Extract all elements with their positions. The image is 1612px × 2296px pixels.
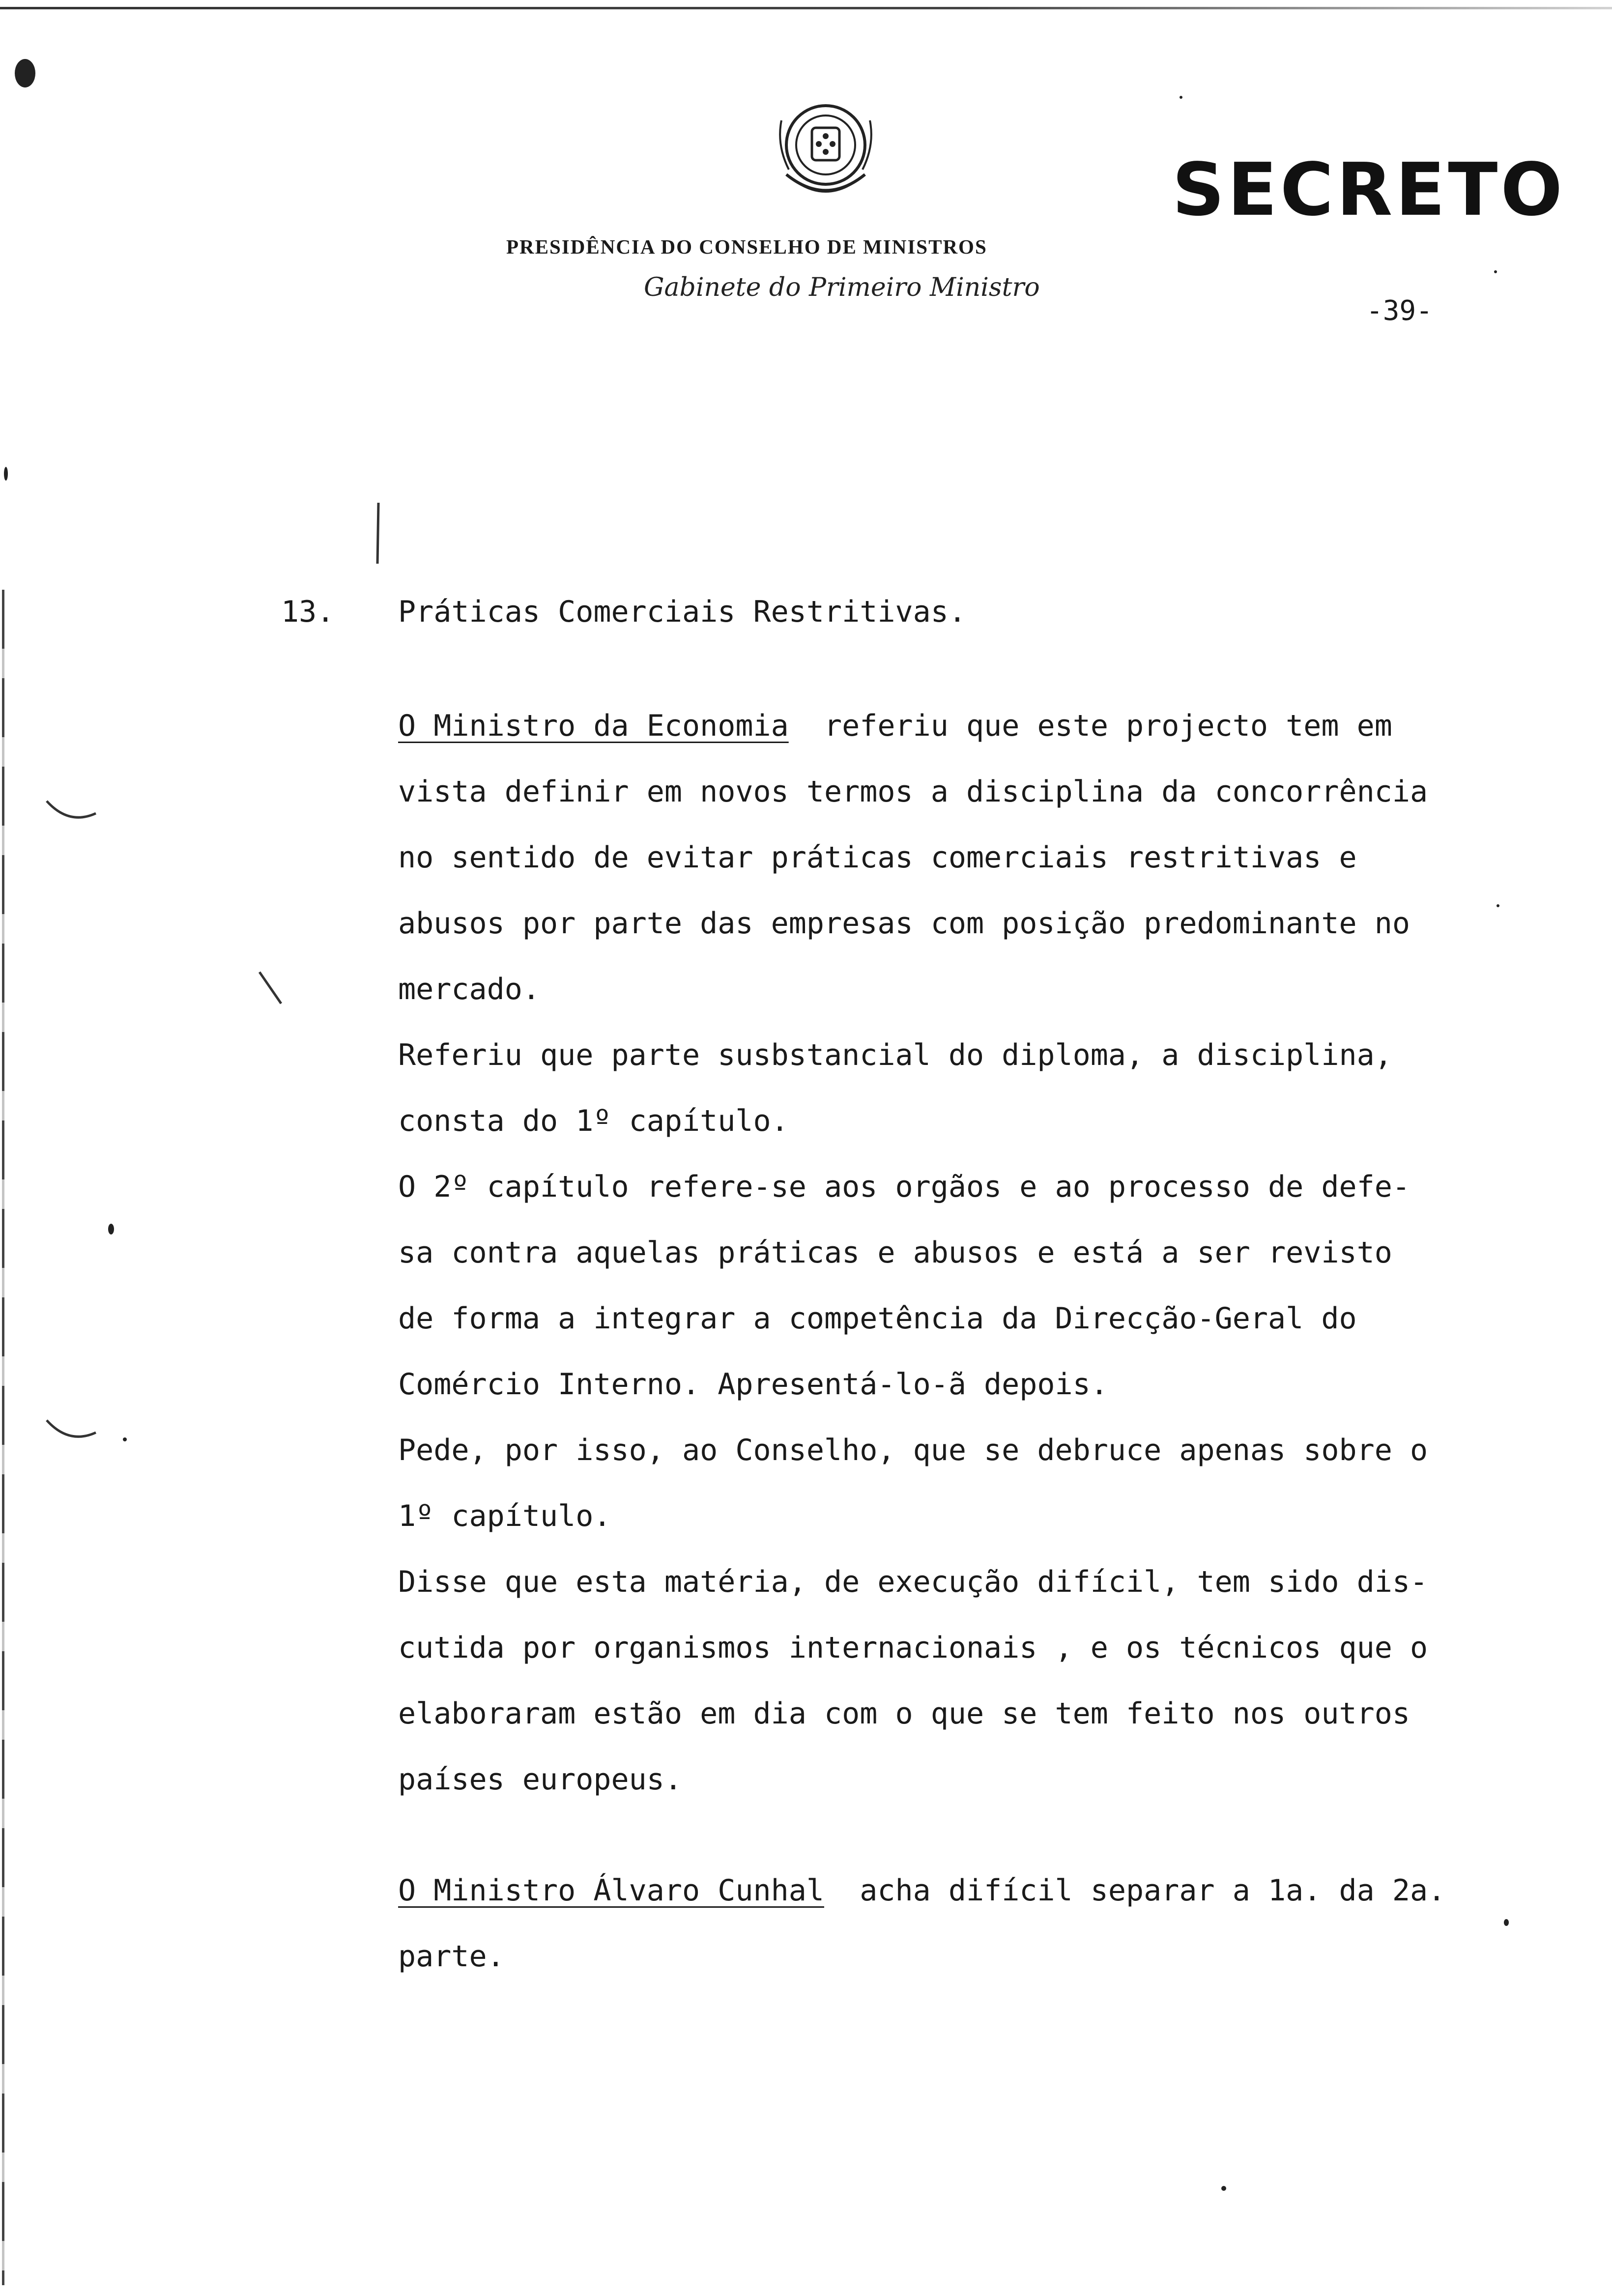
text-line: consta do 1º capítulo. xyxy=(398,1104,789,1138)
scan-speck xyxy=(108,1224,114,1234)
scan-speck xyxy=(1180,96,1182,99)
text-line: mercado. xyxy=(398,972,540,1006)
scan-speck xyxy=(15,59,35,87)
text-line: parte. xyxy=(398,1939,505,1974)
scan-speck xyxy=(1221,2186,1226,2191)
text-line: 1º capítulo. xyxy=(398,1499,611,1533)
margin-mark xyxy=(258,971,283,1005)
section-title: Práticas Comerciais Restritivas. xyxy=(398,595,966,629)
scan-edge-top xyxy=(0,7,1612,9)
institution-name: PRESIDÊNCIA DO CONSELHO DE MINISTROS xyxy=(506,235,987,258)
margin-mark xyxy=(44,796,98,826)
office-name: Gabinete do Primeiro Ministro xyxy=(644,273,1040,302)
text-line: sa contra aquelas práticas e abusos e está a ser revisto xyxy=(398,1235,1392,1270)
text-line-content: referiu que este projecto tem em xyxy=(824,709,1392,743)
paragraph-alvaro-cunhal xyxy=(398,1858,1543,1989)
text-line: abusos por parte das empresas com posição predominante no xyxy=(398,906,1410,941)
text-line xyxy=(398,693,1543,759)
coat-of-arms-icon xyxy=(767,101,885,206)
text-line: países europeus. xyxy=(398,1762,682,1797)
text-line: no sentido de evitar práticas comerciais restritivas e xyxy=(398,840,1357,875)
text-line: Disse que esta matéria, de execução difícil, tem sido dis- xyxy=(398,1565,1428,1599)
text-line-content: acha difícil separar a 1a. da 2a. xyxy=(860,1873,1446,1908)
text-line: O 2º capítulo refere-se aos orgãos e ao processo de defe- xyxy=(398,1170,1410,1204)
text-line: Referiu que parte susbstancial do diploma, a disciplina, xyxy=(398,1038,1392,1072)
scan-speck xyxy=(123,1437,127,1441)
margin-mark xyxy=(44,1415,98,1445)
scan-speck xyxy=(1494,270,1497,273)
text-line: de forma a integrar a competência da Direcção-Geral do xyxy=(398,1301,1357,1336)
speaker-name: O Ministro da Economia xyxy=(398,709,789,743)
text-line: elaboraram estão em dia com o que se tem feito nos outros xyxy=(398,1696,1410,1731)
text-line: Pede, por isso, ao Conselho, que se debruce apenas sobre o xyxy=(398,1433,1428,1467)
text-line xyxy=(398,1858,1543,1923)
text-line: cutida por organismos internacionais , e os técnicos que o xyxy=(398,1631,1428,1665)
text-line: Comércio Interno. Apresentá-lo-ã depois. xyxy=(398,1367,1108,1402)
page-number: -39- xyxy=(1366,295,1433,327)
classification-stamp: SECRETO xyxy=(1172,147,1566,232)
speaker-name: O Ministro Álvaro Cunhal xyxy=(398,1873,824,1908)
margin-mark xyxy=(374,501,383,565)
scan-speck xyxy=(4,467,8,481)
text-line: vista definir em novos termos a disciplina da concorrência xyxy=(398,775,1428,809)
scan-edge-left xyxy=(2,590,4,2285)
paragraph-economy-minister xyxy=(398,693,1543,1812)
section-number: 13. xyxy=(281,595,335,629)
